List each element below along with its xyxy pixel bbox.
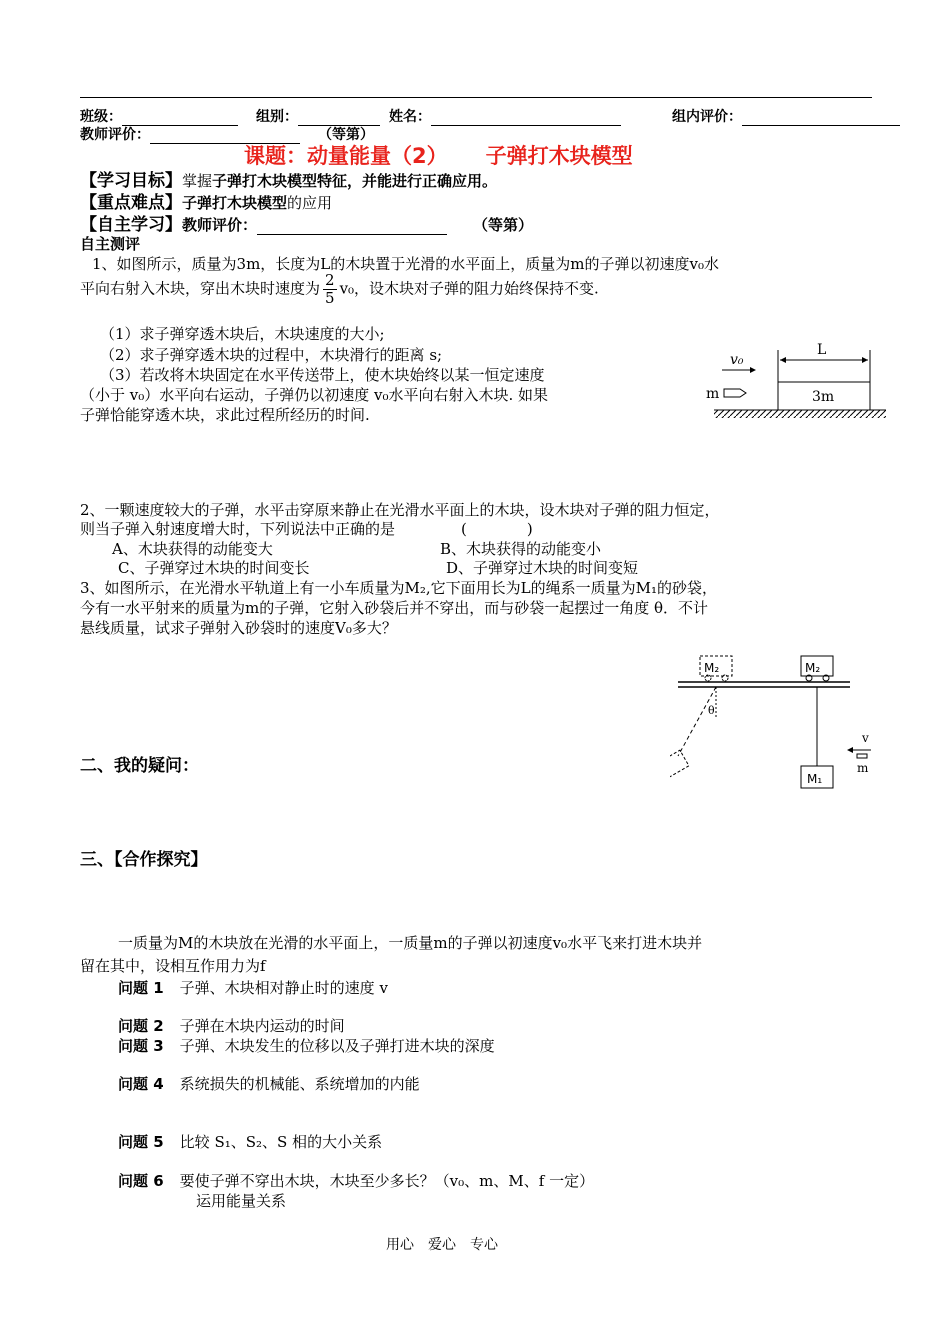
key-text-a: 子弹打木块模型: [182, 194, 288, 212]
goal-text-a: 掌握: [182, 172, 213, 190]
question-label: 问题 1: [118, 979, 164, 997]
figure-block-bullet: [700, 338, 890, 428]
problem2-l1: 2、一颗速度较大的子弹，水平击穿原来静止在光滑水平面上的木块，设木块对子弹的阻力恒定，: [80, 501, 720, 519]
name-field[interactable]: [389, 106, 621, 126]
problem2-l2: [80, 518, 533, 539]
problem3-l3: 悬线质量，试求子弹射入砂袋时的速度V₀多大？: [80, 619, 397, 637]
question-2: [118, 1015, 345, 1036]
self-tag: 【自主学习】: [80, 215, 182, 235]
section-cooperate: 三、【合作探究】: [80, 850, 208, 870]
section-questions: 二、我的疑问：: [80, 756, 199, 776]
fraction-two-fifths: [323, 272, 337, 307]
question-label: 问题 2: [118, 1017, 164, 1035]
svg-text:M₁: M₁: [807, 772, 823, 786]
explore-intro-l2: 留在其中，设相互作用力为f: [80, 957, 266, 975]
question-text: 系统损失的机械能、系统增加的内能: [179, 1075, 420, 1093]
teacher-eval-label: 教师评价：: [80, 127, 150, 143]
option-a[interactable]: A、木块获得的动能变大: [112, 540, 273, 558]
question-6-extra: 运用能量关系: [196, 1192, 287, 1210]
problem3-l1: 3、如图所示，在光滑水平轨道上有一小车质量为M₂,它下面用长为L的绳系一质量为M₁的砂袋，: [80, 579, 718, 597]
self-eval-blank[interactable]: [257, 220, 447, 235]
explore-intro-l1: 一质量为M的木块放在光滑的水平面上，一质量m的子弹以初速度v₀水平飞来打进木块并: [118, 934, 703, 952]
self-grade: （等第）: [473, 216, 534, 234]
question-text: 比较 S₁、S₂、S 相的大小关系: [179, 1133, 383, 1151]
fig1-v0: v₀: [730, 352, 744, 368]
option-b[interactable]: B、木块获得的动能变小: [440, 540, 602, 558]
page-footer: 用心 爱心 专心: [386, 1237, 498, 1253]
group-label: 组别：: [256, 109, 298, 125]
self-study-line: [80, 210, 533, 235]
self-eval-label: 教师评价：: [182, 216, 258, 234]
svg-text:M₂: M₂: [805, 661, 821, 675]
problem1-q3-l1: （3）若改将木块固定在水平传送带上，使木块始终以某一恒定速度: [100, 366, 545, 384]
svg-text:θ: θ: [708, 704, 715, 717]
problem1-line2a: 平向右射入木块，穿出木块时速度为: [80, 279, 321, 298]
question-text: 子弹、木块发生的位移以及子弹打进木块的深度: [179, 1037, 495, 1055]
problem1-line2: [80, 272, 599, 307]
option-c[interactable]: C、子弹穿过木块的时间变长: [118, 559, 310, 577]
fig1-block-label: 3m: [812, 389, 835, 405]
problem2-l2-text: 则当子弹入射速度增大时，下列说法中正确的是: [80, 520, 396, 538]
goal-tag: 【学习目标】: [80, 171, 182, 191]
peer-eval-field[interactable]: [672, 106, 900, 126]
header-rule: [80, 97, 872, 98]
svg-text:m: m: [857, 761, 869, 775]
question-3: [118, 1035, 495, 1056]
fig1-L: L: [817, 342, 827, 358]
question-4: [118, 1073, 420, 1094]
figure-pendulum: [670, 648, 885, 798]
question-label: 问题 5: [118, 1133, 164, 1151]
problem1-line2b: v₀，设木块对子弹的阻力始终保持不变.: [339, 279, 599, 298]
sandbag-swung: [670, 750, 689, 777]
frac-num: 2: [325, 271, 335, 289]
title-course: 课题：动量能量（2）: [244, 144, 448, 168]
question-label: 问题 6: [118, 1172, 164, 1190]
fig1-m: m: [706, 386, 720, 402]
title-model: 子弹打木块模型: [485, 144, 633, 168]
problem1-q1: （1）求子弹穿透木块后，木块速度的大小;: [100, 325, 385, 343]
name-label: 姓名：: [389, 109, 431, 125]
answer-blank[interactable]: ( ): [461, 520, 533, 538]
problem1-q3-l3: 子弹恰能穿透木块，求此过程所经历的时间.: [80, 406, 370, 424]
key-tag: 【重点难点】: [80, 193, 182, 213]
problem1-line1: 1、如图所示，质量为3m，长度为L的木块置于光滑的水平面上，质量为m的子弹以初速度v₀水: [92, 255, 719, 273]
class-label: 班级：: [80, 109, 122, 125]
self-test-heading: 自主测评: [80, 235, 141, 253]
frac-den: 5: [325, 289, 335, 307]
problem1-q2: （2）求子弹穿透木块的过程中，木块滑行的距离 s;: [100, 346, 443, 364]
key-text-b: 的应用: [287, 194, 333, 212]
question-label: 问题 3: [118, 1037, 164, 1055]
question-text: 子弹在木块内运动的时间: [179, 1017, 345, 1035]
svg-text:v: v: [862, 731, 869, 745]
question-1: [118, 977, 388, 998]
question-text: 子弹、木块相对静止时的速度 v: [179, 979, 388, 997]
question-label: 问题 4: [118, 1075, 164, 1093]
peer-eval-label: 组内评价：: [672, 109, 742, 125]
question-text: 要使子弹不穿出木块，木块至少多长？（v₀、m、M、f 一定）: [179, 1172, 595, 1190]
svg-text:M₂: M₂: [704, 661, 720, 675]
goal-text-b: 子弹打木块模型特征，并能进行正确应用。: [212, 172, 498, 190]
group-field[interactable]: [256, 106, 380, 126]
question-5: [118, 1131, 382, 1152]
problem1-q3-l2: （小于 v₀）水平向右运动，子弹仍以初速度 v₀水平向右射入木块. 如果: [80, 386, 549, 404]
problem3-l2: 今有一水平射来的质量为m的子弹，它射入砂袋后并不穿出，而与砂袋一起摆过一角度 θ．不计: [80, 599, 709, 617]
question-6: [118, 1170, 594, 1191]
class-field[interactable]: [80, 106, 238, 126]
option-d[interactable]: D、子弹穿过木块的时间变短: [446, 559, 639, 577]
bullet-icon: [724, 389, 746, 397]
grade-suffix: （等第）: [318, 127, 374, 143]
